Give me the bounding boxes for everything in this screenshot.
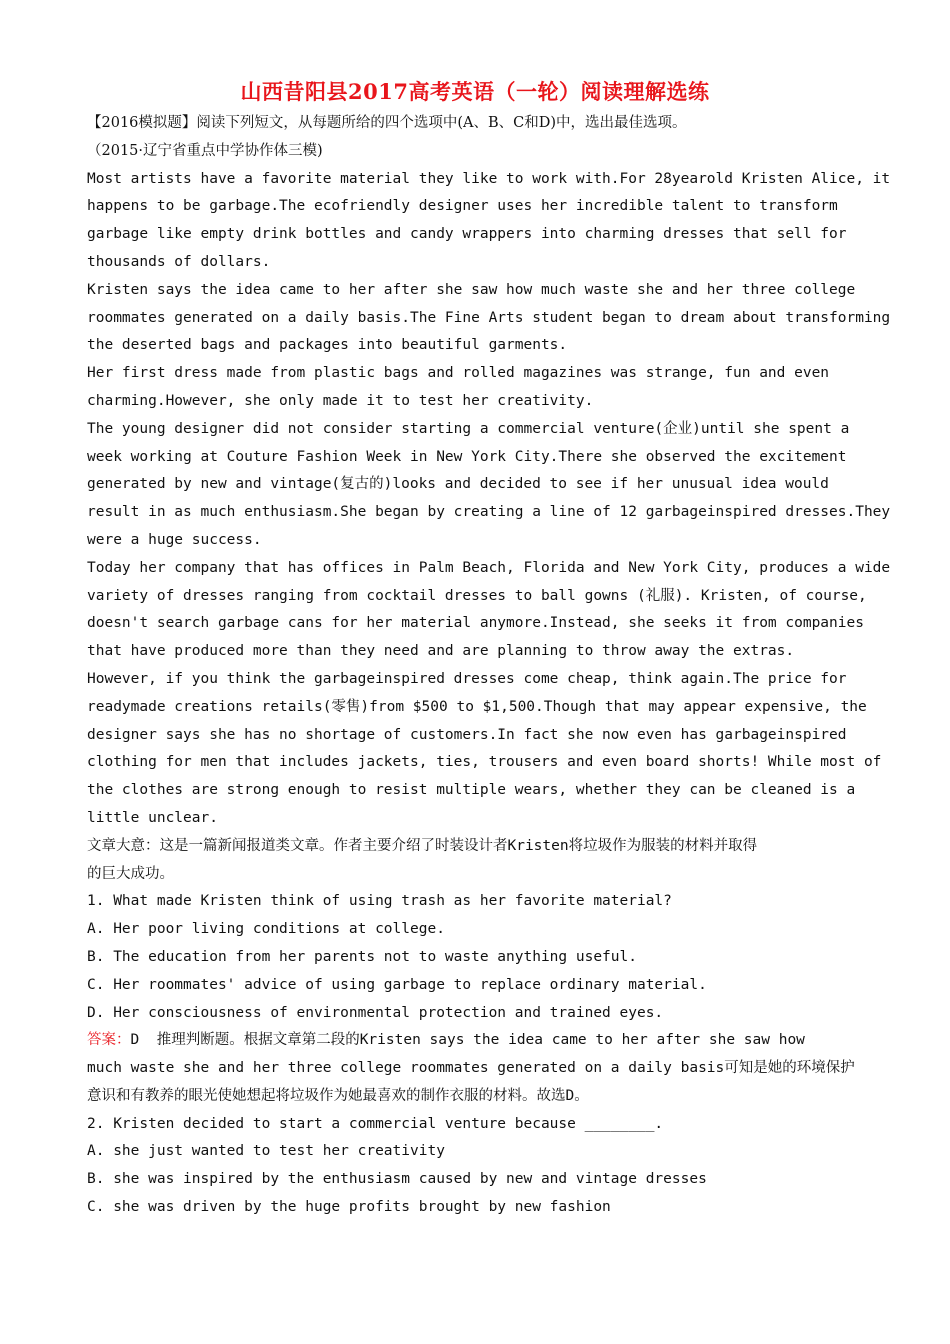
option-b: B. The education from her parents not to waste anything useful. xyxy=(87,948,637,965)
explanation-line: much waste she and her three college roommates generated on a daily basis可知是她的环境保护 xyxy=(87,1060,855,1077)
passage-line: Her first dress made from plastic bags and rolled magazines was strange, fun and even xyxy=(87,365,830,382)
passage-line: thousands of dollars. xyxy=(87,253,271,270)
passage-line: readymade creations retails(零售)from $500 to $1,500.Though that may appear expensive, the xyxy=(87,698,867,715)
passage-line: Kristen says the idea came to her after she saw how much waste she and her three college xyxy=(87,281,856,298)
summary-line: 的巨大成功。 xyxy=(87,865,174,882)
passage-line: that have produced more than they need and are planning to throw away the extras. xyxy=(87,643,795,660)
passage-line: happens to be garbage.The ecofriendly designer uses her incredible talent to transform xyxy=(87,198,838,215)
answer-text: D 推理判断题。根据文章第二段的Kristen says the idea came to her after she saw how xyxy=(130,1032,805,1049)
passage-line: doesn't search garbage cans for her material anymore.Instead, she seeks it from companies xyxy=(87,615,864,632)
source-note: （2015·辽宁省重点中学协作体三模) xyxy=(87,142,323,159)
option-b: B. she was inspired by the enthusiasm caused by new and vintage dresses xyxy=(87,1171,707,1188)
article-summary xyxy=(87,833,872,889)
answer-line xyxy=(87,1027,872,1055)
passage-line: little unclear. xyxy=(87,809,218,826)
question-text: 2. Kristen decided to start a commercial venture because ________. xyxy=(87,1115,664,1132)
passage-line: The young designer did not consider starting a commercial venture(企业)until she spent a xyxy=(87,420,850,437)
passage-line: result in as much enthusiasm.She began by creating a line of 12 garbageinspired dresses.They xyxy=(87,504,891,521)
passage-line: variety of dresses ranging from cocktail dresses to ball gowns (礼服). Kristen, of course, xyxy=(87,587,867,604)
option-d: D. Her consciousness of environmental protection and trained eyes. xyxy=(87,1004,664,1021)
passage-line: were a huge success. xyxy=(87,531,262,548)
passage-line: the clothes are strong enough to resist multiple wears, whether they can be cleaned is a xyxy=(87,782,856,799)
passage-line: designer says she has no shortage of customers.In fact she now even has garbageinspired xyxy=(87,726,847,743)
passage-line: charming.However, she only made it to test her creativity. xyxy=(87,392,594,409)
passage-line: generated by new and vintage(复古的)looks and decided to see if her unusual idea would xyxy=(87,476,829,493)
passage-line: Today her company that has offices in Palm Beach, Florida and New York City, produces a wide xyxy=(87,559,891,576)
instructions: 【2016模拟题】阅读下列短文，从每题所给的四个选项中(A、B、C和D)中，选出最佳选项。 xyxy=(87,115,687,131)
option-a: A. Her poor living conditions at college. xyxy=(87,921,445,938)
option-c: C. she was driven by the huge profits brought by new fashion xyxy=(87,1199,611,1216)
answer-label: 答案： xyxy=(87,1032,131,1049)
summary-line: 文章大意：这是一篇新闻报道类文章。作者主要介绍了时装设计者Kristen将垃圾作为服装的材料并取得 xyxy=(87,837,758,854)
explanation-line: 意识和有教养的眼光使她想起将垃圾作为她最喜欢的制作衣服的材料。故选D。 xyxy=(87,1087,589,1104)
document-body xyxy=(87,110,891,1222)
option-c: C. Her roommates' advice of using garbage to replace ordinary material. xyxy=(87,976,707,993)
question-1 xyxy=(87,888,872,1110)
passage-line: However, if you think the garbageinspired dresses come cheap, think again.The price for xyxy=(87,670,847,687)
question-text: 1. What made Kristen think of using trash as her favorite material? xyxy=(87,893,672,910)
passage-line: week working at Couture Fashion Week in New York City.There she observed the excitement xyxy=(87,448,847,465)
passage-line: roommates generated on a daily basis.The Fine Arts student began to dream about transforming xyxy=(87,309,891,326)
passage-line: the deserted bags and packages into beautiful garments. xyxy=(87,337,568,354)
passage xyxy=(87,166,891,833)
passage-line: garbage like empty drink bottles and candy wrappers into charming dresses that sell for xyxy=(87,226,847,243)
question-2 xyxy=(87,1111,872,1222)
passage-line: Most artists have a favorite material they like to work with.For 28yearold Kristen Alice, it xyxy=(87,170,891,187)
page-title: 山西昔阳县2017高考英语（一轮）阅读理解选练 xyxy=(240,79,710,104)
passage-line: clothing for men that includes jackets, ties, trousers and even board shorts! While most of xyxy=(87,754,882,771)
option-a: A. she just wanted to test her creativity xyxy=(87,1143,445,1160)
